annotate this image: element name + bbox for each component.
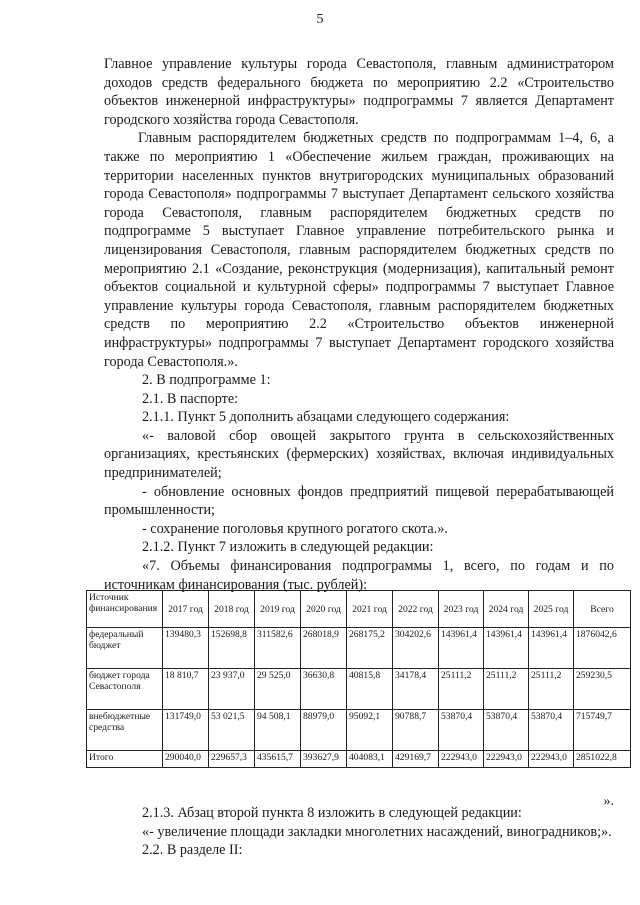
table-cell: 268175,2 [347, 628, 393, 669]
header-2019: 2019 год [255, 591, 301, 628]
table-cell: 53870,4 [484, 710, 529, 751]
table-cell: 25111,2 [439, 669, 484, 710]
table-row [87, 628, 631, 669]
page-number: 5 [316, 12, 324, 27]
paragraph-2: Главным распорядителем бюджетных средств по подпрограммам 1–4, 6, а также по мероприятию 1 «Обеспечение жильем граждан, проживающих на территории населенных пунктов внутригородских муниципальных образований города Севастополя» подпрограммы 7 выступает Департамент сельского хозяйства города Севастополя, главным распорядителем бюджетных средств по подпрограмме 5 выступает Главное управление потребительского рынка и лицензирования Севастополя, главным распорядителем бюджетных средств по мероприятию 2.1 «Создание, реконструкция (модернизация), капитальный ремонт объектов социальной и культурной сферы» подпрограммы 7 выступает Главное управление культуры города Севастополя, главным распорядителем бюджетных средств по мероприятию 2.2 «Строительство объектов инженерной инфраструктуры» подпрограммы 7 выступает Департамент городского хозяйства города Севастополя.». [104, 130, 614, 370]
table-cell: 143961,4 [529, 628, 574, 669]
table-cell: 152698,8 [209, 628, 255, 669]
table-cell: 143961,4 [484, 628, 529, 669]
table-cell: 34178,4 [393, 669, 439, 710]
table-cell: 53870,4 [529, 710, 574, 751]
table-cell: федеральный бюджет [87, 628, 163, 669]
table-cell: 94 508,1 [255, 710, 301, 751]
table-cell: 90788,7 [393, 710, 439, 751]
header-2018: 2018 год [209, 591, 255, 628]
document-body [104, 55, 614, 594]
paragraph-6: «- валовой сбор овощей закрытого грунта в сельскохозяйственных организациях, крестьянских (фермерских) хозяйствах, включая индивидуальных предпринимателей; [104, 427, 614, 482]
table-cell: 53870,4 [439, 710, 484, 751]
paragraph-10: «7. Объемы финансирования подпрограммы 1, всего, по годам и по источникам финансирования (тыс. рублей): [104, 558, 614, 593]
table-cell: 393627,9 [301, 751, 347, 768]
document-body-after-table [104, 804, 614, 860]
table-cell: бюджет города Севастополя [87, 669, 163, 710]
table-cell: 40815,8 [347, 669, 393, 710]
paragraph-8: - сохранение поголовья крупного рогатого скота.». [142, 520, 448, 537]
paragraph-7: - обновление основных фондов предприятий пищевой перерабатывающей промышленности; [104, 483, 614, 519]
table-cell: 29 525,0 [255, 669, 301, 710]
table-cell: 36630,8 [301, 669, 347, 710]
paragraph-3: 2. В подпрограмме 1: [142, 372, 271, 389]
financing-table [86, 590, 631, 768]
table-cell: 715749,7 [574, 710, 631, 751]
table-closing-quote: ». [603, 794, 614, 809]
paragraph-1: Главное управление культуры города Севастополя, главным администратором доходов средств федерального бюджета по мероприятию 2.2 «Строительство объектов инженерной инфраструктуры» подпрограммы 7 является Департамент городского хозяйства города Севастополя. [104, 56, 614, 128]
table-cell: 1876042,6 [574, 628, 631, 669]
table-cell: 404083,1 [347, 751, 393, 768]
header-2024: 2024 год [484, 591, 529, 628]
table-cell: 25111,2 [484, 669, 529, 710]
paragraph-4: 2.1. В паспорте: [142, 390, 239, 407]
table-cell: 88979,0 [301, 710, 347, 751]
paragraph-5: 2.1.1. Пункт 5 дополнить абзацами следующего содержания: [142, 409, 510, 426]
paragraph-13: 2.2. В разделе II: [142, 842, 243, 859]
table-cell: 53 021,5 [209, 710, 255, 751]
table-header-row [87, 591, 631, 628]
table-cell: 25111,2 [529, 669, 574, 710]
table-cell: 222943,0 [529, 751, 574, 768]
header-2022: 2022 год [393, 591, 439, 628]
header-2020: 2020 год [301, 591, 347, 628]
table-row [87, 710, 631, 751]
table-row [87, 669, 631, 710]
header-source: Источник финансирования [87, 591, 163, 628]
table-cell: Итого [87, 751, 163, 768]
header-2021: 2021 год [347, 591, 393, 628]
paragraph-12: «- увеличение площади закладки многолетних насаждений, виноградников;». [142, 823, 612, 840]
paragraph-11: 2.1.3. Абзац второй пункта 8 изложить в следующей редакции: [142, 805, 522, 821]
table-cell: 268018,9 [301, 628, 347, 669]
table-cell: 435615,7 [255, 751, 301, 768]
table-cell: 290040,0 [163, 751, 209, 768]
table-cell: внебюджетные средства [87, 710, 163, 751]
header-2025: 2025 год [529, 591, 574, 628]
table-row-total [87, 751, 631, 768]
table-cell: 23 937,0 [209, 669, 255, 710]
table-cell: 131749,0 [163, 710, 209, 751]
table-cell: 222943,0 [439, 751, 484, 768]
table-cell: 429169,7 [393, 751, 439, 768]
table-cell: 139480,3 [163, 628, 209, 669]
table-cell: 311582,6 [255, 628, 301, 669]
table-cell: 229657,3 [209, 751, 255, 768]
header-2023: 2023 год [439, 591, 484, 628]
table-cell: 95092,1 [347, 710, 393, 751]
table-cell: 143961,4 [439, 628, 484, 669]
table-cell: 259230,5 [574, 669, 631, 710]
header-2017: 2017 год [163, 591, 209, 628]
table-cell: 18 810,7 [163, 669, 209, 710]
table-cell: 304202,6 [393, 628, 439, 669]
table-cell: 2851022,8 [574, 751, 631, 768]
header-total: Всего [574, 591, 631, 628]
paragraph-9: 2.1.2. Пункт 7 изложить в следующей редакции: [142, 539, 434, 556]
table-cell: 222943,0 [484, 751, 529, 768]
